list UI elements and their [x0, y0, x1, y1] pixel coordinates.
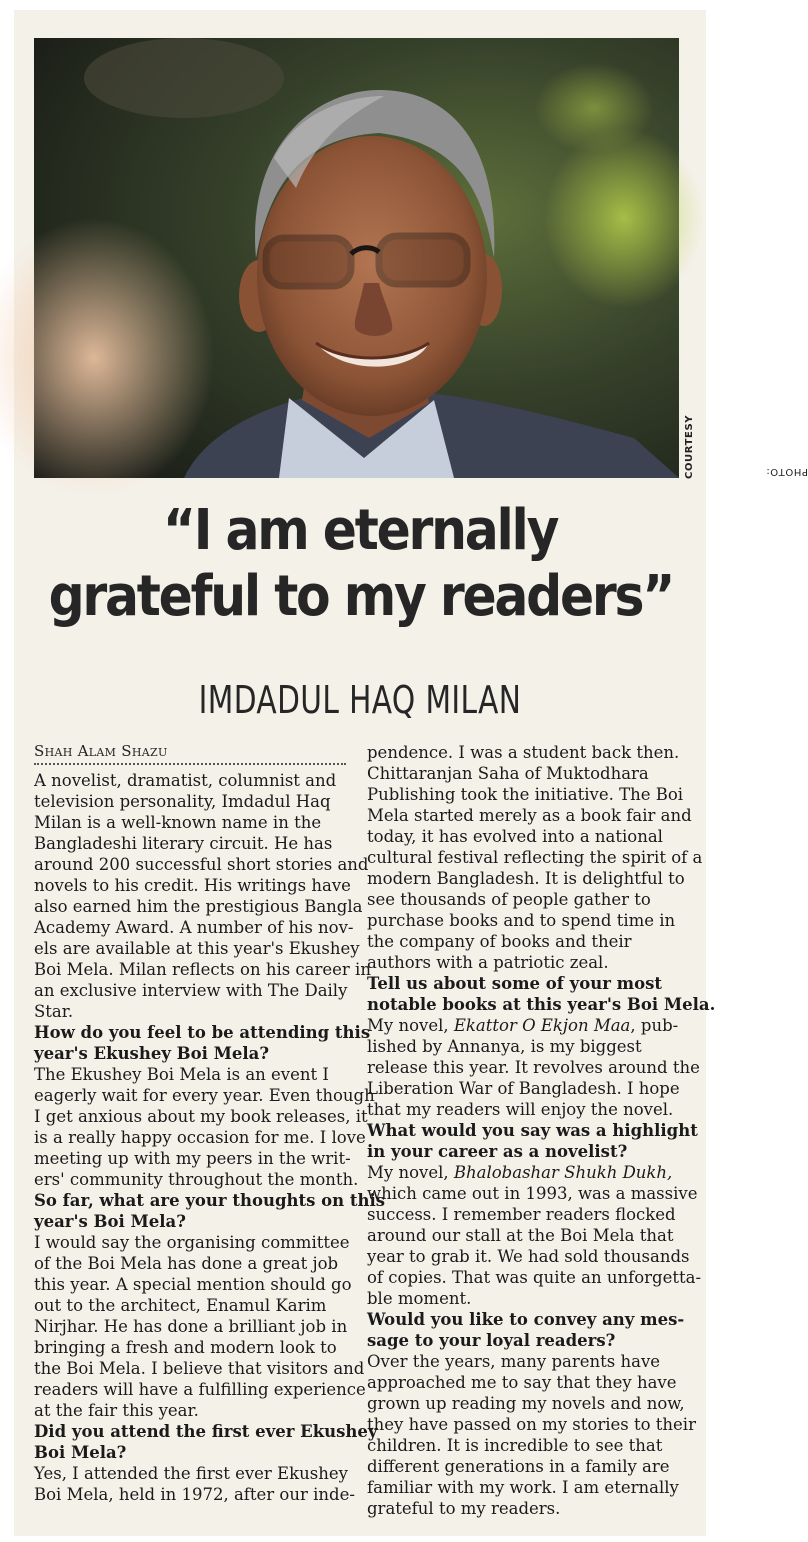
body-text-line — [34, 1295, 349, 1316]
line-text: they have passed on my stories to their — [367, 1415, 696, 1434]
line-text: meeting up with my peers in the writ- — [34, 1149, 351, 1168]
body-text-line — [34, 1085, 375, 1106]
body-text-line — [34, 1274, 352, 1295]
body-text-line — [367, 1456, 682, 1477]
body-text-line — [34, 1379, 366, 1400]
line-text: I get anxious about my book releases, it — [34, 1107, 368, 1126]
body-text-line — [367, 1015, 682, 1036]
line-text: purchase books and to spend time in — [367, 911, 676, 930]
line-text: Boi Mela? — [34, 1443, 127, 1462]
line-text: novels to his credit. His writings have — [34, 876, 351, 895]
line-text: is a really happy occasion for me. I love — [34, 1128, 366, 1147]
byline: Shah Alam Shazu — [34, 742, 168, 760]
body-text-line — [34, 1400, 349, 1421]
line-text: How do you feel to be attending this — [34, 1023, 371, 1042]
body-text-line — [34, 812, 349, 833]
body-text-line — [367, 826, 682, 847]
line-text: this year. A special mention should go — [34, 1275, 352, 1294]
body-text-line — [34, 1169, 359, 1190]
headline-line-1: “I am eternally — [162, 498, 558, 563]
right-column-body — [367, 742, 716, 1519]
question-line — [34, 1022, 371, 1043]
question-line — [367, 973, 682, 994]
body-text-line — [34, 1358, 365, 1379]
headline — [49, 498, 672, 630]
line-text: Tell us about some of your most — [367, 974, 663, 993]
body-text-line — [34, 791, 349, 812]
line-text: release this year. It revolves around the — [367, 1058, 700, 1077]
question-line — [34, 1211, 349, 1232]
body-text-line — [367, 931, 682, 952]
photo-credit — [682, 355, 808, 480]
body-text-line — [367, 868, 685, 889]
left-column-body — [34, 770, 386, 1505]
body-text-line — [367, 1372, 682, 1393]
line-text: eagerly wait for every year. Even though — [34, 1086, 375, 1105]
line-text: ers' community throughout the month. — [34, 1170, 359, 1189]
line-text: of copies. That was quite an unforgetta- — [367, 1268, 702, 1287]
line-text: Did you attend the first ever Ekushey — [34, 1422, 378, 1441]
line-text: bringing a fresh and modern look to — [34, 1338, 337, 1357]
byline-divider — [34, 763, 346, 765]
line-text: Boi Mela, held in 1972, after our inde- — [34, 1485, 355, 1504]
body-text-line — [367, 1498, 682, 1519]
body-text-line — [367, 1204, 682, 1225]
line-text: around 200 successful short stories and — [34, 855, 369, 874]
body-text-line — [34, 854, 369, 875]
line-text: The Ekushey Boi Mela is an event I — [34, 1065, 329, 1084]
body-text-line — [367, 1246, 690, 1267]
line-text: I would say the organising committee — [34, 1233, 350, 1252]
body-text-line — [34, 1064, 349, 1085]
body-text-line — [367, 1057, 700, 1078]
body-text-line — [367, 1435, 682, 1456]
line-text: Mela started merely as a book fair and — [367, 806, 692, 825]
line-text: Milan is a well-known name in the — [34, 813, 322, 832]
body-text-line — [34, 938, 360, 959]
body-text-line — [367, 1393, 685, 1414]
body-text-line — [367, 1477, 682, 1498]
line-text: familiar with my work. I am eternally — [367, 1478, 679, 1497]
line-text: year's Ekushey Boi Mela? — [34, 1044, 270, 1063]
line-text: Nirjhar. He has done a brilliant job in — [34, 1317, 348, 1336]
question-line — [34, 1043, 349, 1064]
line-text: Bangladeshi literary circuit. He has — [34, 834, 333, 853]
photo-credit-label: PHOTO: — [765, 466, 808, 477]
body-text-line — [34, 770, 349, 791]
body-text-line — [367, 1267, 702, 1288]
body-text-line — [367, 1162, 682, 1183]
body-text-line — [367, 1414, 696, 1435]
body-text-line — [34, 1484, 355, 1505]
line-text: Liberation War of Bangladesh. I hope — [367, 1079, 680, 1098]
author-portrait-photo — [34, 38, 679, 478]
line-text: in your career as a novelist? — [367, 1142, 628, 1161]
line-text: that my readers will enjoy the novel. — [367, 1100, 674, 1119]
body-text-line — [34, 1148, 349, 1169]
body-text-line — [34, 896, 363, 917]
line-text: cultural festival reflecting the spirit of a — [367, 848, 703, 867]
line-text: notable books at this year's Boi Mela. — [367, 995, 716, 1014]
body-text-line — [34, 833, 349, 854]
line-text: Over the years, many parents have — [367, 1352, 661, 1371]
body-text-line — [34, 980, 349, 1001]
body-text-line — [34, 959, 371, 980]
line-text: the Boi Mela. I believe that visitors and — [34, 1359, 365, 1378]
photo-credit-name: COURTESY — [684, 414, 695, 479]
body-text-line — [367, 784, 682, 805]
body-text-line — [34, 1232, 349, 1253]
body-text-line — [34, 1127, 366, 1148]
line-text: ble moment. — [367, 1289, 472, 1308]
body-text-line — [34, 1001, 349, 1022]
line-text: els are available at this year's Ekushey — [34, 939, 360, 958]
line-text: Chittaranjan Saha of Muktodhara — [367, 764, 649, 783]
body-text-line — [34, 1253, 349, 1274]
line-text: readers will have a fulfilling experience — [34, 1380, 366, 1399]
line-text: today, it has evolved into a national — [367, 827, 663, 846]
line-text: also earned him the prestigious Bangla — [34, 897, 363, 916]
line-text: Would you like to convey any mes- — [367, 1310, 685, 1329]
line-text: television personality, Imdadul Haq — [34, 792, 331, 811]
line-text: grateful to my readers. — [367, 1499, 561, 1518]
body-text-line — [367, 1288, 682, 1309]
body-text-line — [367, 1351, 682, 1372]
body-text-line — [367, 889, 682, 910]
line-text: which came out in 1993, was a massive — [367, 1184, 698, 1203]
line-text: Boi Mela. Milan reflects on his career in — [34, 960, 371, 979]
body-text-line — [367, 805, 692, 826]
line-text: Publishing took the initiative. The Boi — [367, 785, 684, 804]
line-text: different generations in a family are — [367, 1457, 670, 1476]
line-text: So far, what are your thoughts on this — [34, 1191, 386, 1210]
line-text: success. I remember readers flocked — [367, 1205, 676, 1224]
line-text: around our stall at the Boi Mela that — [367, 1226, 674, 1245]
line-text-after: , pub- — [630, 1016, 679, 1035]
article-page — [14, 10, 808, 1536]
body-text-line — [367, 1078, 682, 1099]
body-text-line — [367, 1099, 682, 1120]
body-text-line — [367, 847, 703, 868]
book-title: Ekattor O Ekjon Maa — [453, 1016, 631, 1035]
line-text: Yes, I attended the first ever Ekushey — [34, 1464, 348, 1483]
line-text: children. It is incredible to see that — [367, 1436, 663, 1455]
line-text: an exclusive interview with The Daily — [34, 981, 348, 1000]
body-text-line — [367, 952, 682, 973]
body-text-line — [367, 1036, 682, 1057]
portrait-illustration — [34, 38, 679, 478]
body-text-line — [34, 917, 354, 938]
line-text: authors with a patriotic zeal. — [367, 953, 609, 972]
body-text-line — [367, 742, 682, 763]
line-text: modern Bangladesh. It is delightful to — [367, 869, 685, 888]
book-title: Bhalobashar Shukh Dukh, — [453, 1163, 673, 1182]
line-text: out to the architect, Enamul Karim — [34, 1296, 327, 1315]
line-text: approached me to say that they have — [367, 1373, 677, 1392]
line-text: pendence. I was a student back then. — [367, 743, 680, 762]
line-text: A novelist, dramatist, columnist and — [34, 771, 337, 790]
body-text-line — [34, 1316, 349, 1337]
body-text-line — [34, 1337, 349, 1358]
line-text: lished by Annanya, is my biggest — [367, 1037, 642, 1056]
question-line — [367, 1141, 682, 1162]
right-column — [367, 742, 716, 1519]
body-text-line — [367, 763, 682, 784]
line-text: My novel, — [367, 1163, 454, 1182]
headline-line-2: grateful to my readers” — [48, 564, 674, 629]
question-line — [367, 1330, 682, 1351]
question-line — [34, 1442, 349, 1463]
line-text: see thousands of people gather to — [367, 890, 651, 909]
line-text: grown up reading my novels and now, — [367, 1394, 685, 1413]
question-line — [367, 1309, 685, 1330]
line-text: year's Boi Mela? — [34, 1212, 186, 1231]
line-text: sage to your loyal readers? — [367, 1331, 616, 1350]
line-text: My novel, — [367, 1016, 454, 1035]
line-text: What would you say was a highlight — [367, 1121, 698, 1140]
interviewee-name: IMDADUL HAQ MILAN — [198, 678, 522, 722]
question-line — [34, 1421, 378, 1442]
body-text-line — [34, 875, 349, 896]
body-text-line — [34, 1106, 368, 1127]
line-text: Academy Award. A number of his nov- — [34, 918, 354, 937]
line-text: of the Boi Mela has done a great job — [34, 1254, 339, 1273]
body-text-line — [367, 1183, 698, 1204]
question-line — [367, 994, 716, 1015]
body-text-line — [34, 1463, 349, 1484]
body-text-line — [367, 910, 682, 931]
body-text-line — [367, 1225, 682, 1246]
line-text: the company of books and their — [367, 932, 632, 951]
question-line — [34, 1190, 386, 1211]
line-text: Star. — [34, 1002, 74, 1021]
question-line — [367, 1120, 698, 1141]
left-column — [34, 742, 386, 1505]
line-text: at the fair this year. — [34, 1401, 199, 1420]
line-text: year to grab it. We had sold thousands — [367, 1247, 690, 1266]
